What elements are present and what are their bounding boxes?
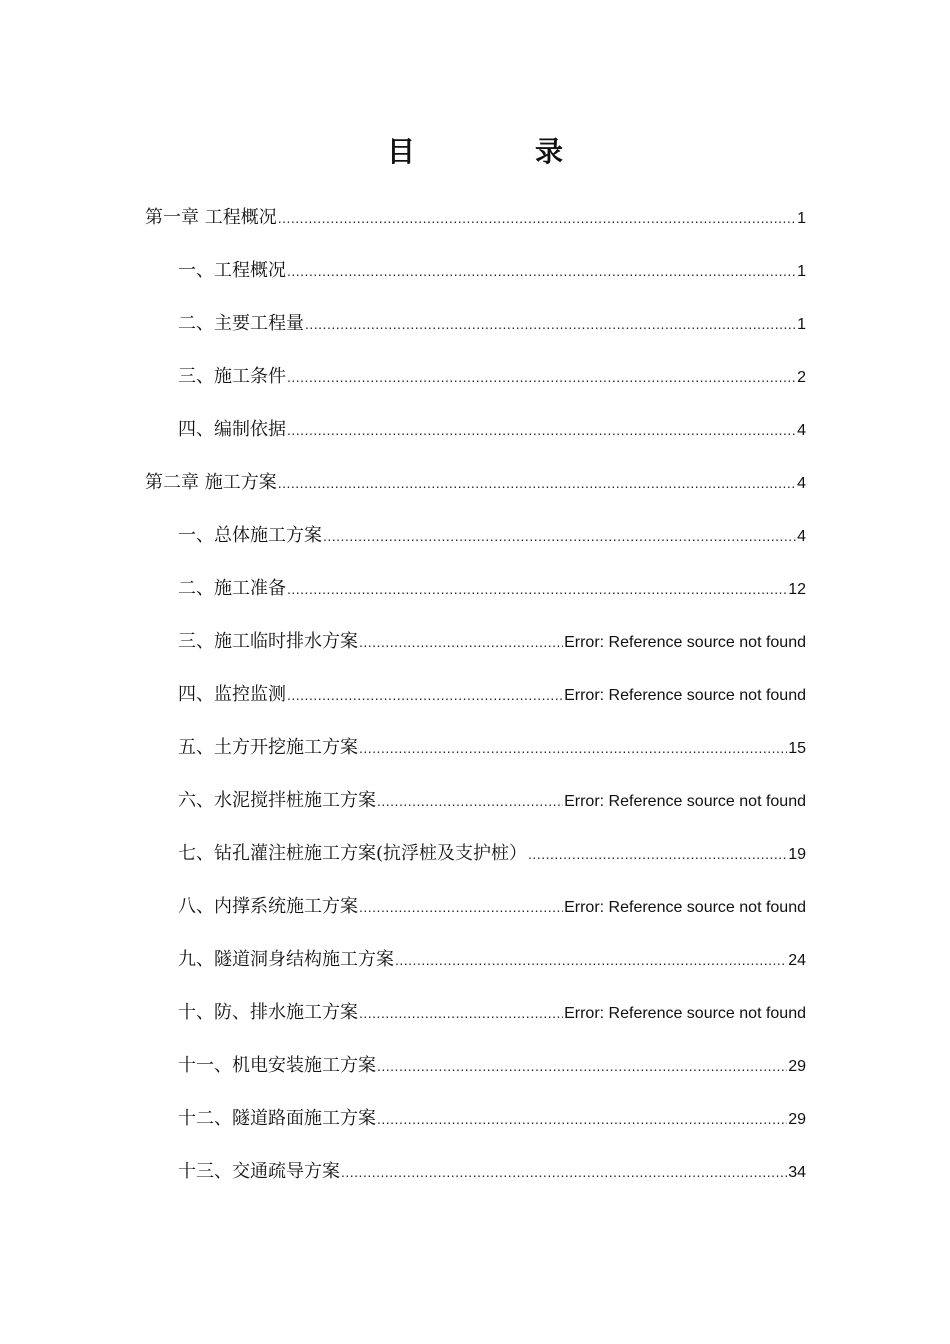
toc-entry-label: 第二章 施工方案 [145, 472, 277, 493]
toc-entry-page: Error: Reference source not found [564, 687, 806, 704]
toc-leader-dots [377, 783, 563, 819]
table-of-contents [145, 200, 806, 1207]
toc-leader-dots [287, 412, 796, 448]
toc-leader-dots [359, 730, 787, 766]
toc-leader-dots [278, 465, 796, 501]
toc-entry-label: 四、监控监测 [178, 684, 286, 705]
toc-entry[interactable] [145, 1048, 806, 1101]
toc-leader-dots [278, 200, 796, 236]
toc-entry-page: 2 [797, 369, 806, 386]
toc-leader-dots [287, 253, 796, 289]
toc-entry-page: 19 [788, 846, 806, 863]
toc-entry[interactable] [145, 677, 806, 730]
toc-entry-page: 34 [788, 1164, 806, 1181]
toc-entry[interactable] [145, 730, 806, 783]
toc-entry-page: 24 [788, 952, 806, 969]
toc-entry-page: 1 [797, 316, 806, 333]
toc-entry-page: Error: Reference source not found [564, 634, 806, 651]
toc-leader-dots [287, 677, 563, 713]
toc-entry-page: 4 [797, 422, 806, 439]
toc-entry-page: 15 [788, 740, 806, 757]
toc-entry-page: 4 [797, 475, 806, 492]
toc-entry-page: 1 [797, 263, 806, 280]
toc-entry-page: 12 [788, 581, 806, 598]
toc-leader-dots [287, 359, 796, 395]
toc-entry[interactable] [145, 783, 806, 836]
toc-entry[interactable] [145, 889, 806, 942]
toc-entry[interactable] [145, 253, 806, 306]
toc-entry-page: Error: Reference source not found [564, 793, 806, 810]
toc-entry-page: Error: Reference source not found [564, 1005, 806, 1022]
toc-entry[interactable] [145, 465, 806, 518]
toc-entry[interactable] [145, 306, 806, 359]
toc-entry-label: 十一、机电安装施工方案 [178, 1055, 376, 1076]
toc-entry-label: 二、主要工程量 [178, 313, 304, 334]
toc-entry[interactable] [145, 412, 806, 465]
toc-entry[interactable] [145, 624, 806, 677]
toc-entry-label: 十二、隧道路面施工方案 [178, 1108, 376, 1129]
toc-entry-label: 九、隧道洞身结构施工方案 [178, 949, 394, 970]
toc-leader-dots [305, 306, 796, 342]
toc-entry[interactable] [145, 200, 806, 253]
toc-entry-label: 四、编制依据 [178, 419, 286, 440]
toc-entry-label: 六、水泥搅拌桩施工方案 [178, 790, 376, 811]
toc-leader-dots [359, 889, 563, 925]
toc-entry-label: 七、钻孔灌注桩施工方案(抗浮桩及支护桩） [178, 843, 528, 864]
toc-entry[interactable] [145, 518, 806, 571]
toc-entry-label: 第一章 工程概况 [145, 207, 277, 228]
toc-entry[interactable] [145, 995, 806, 1048]
toc-entry-page: Error: Reference source not found [564, 899, 806, 916]
toc-leader-dots [528, 836, 787, 872]
toc-entry-label: 十、防、排水施工方案 [178, 1002, 358, 1023]
toc-leader-dots [323, 518, 796, 554]
toc-entry-label: 一、工程概况 [178, 260, 286, 281]
toc-leader-dots [395, 942, 787, 978]
toc-entry-label: 五、土方开挖施工方案 [178, 737, 358, 758]
toc-leader-dots [341, 1154, 787, 1190]
toc-entry[interactable] [145, 571, 806, 624]
toc-entry-label: 一、总体施工方案 [178, 525, 322, 546]
toc-leader-dots [359, 995, 563, 1031]
page-title: 目 录 [386, 135, 609, 168]
toc-entry[interactable] [145, 942, 806, 995]
toc-leader-dots [287, 571, 787, 607]
toc-entry[interactable] [145, 1101, 806, 1154]
toc-leader-dots [377, 1048, 787, 1084]
toc-entry-label: 二、施工准备 [178, 578, 286, 599]
toc-entry-label: 三、施工临时排水方案 [178, 631, 358, 652]
toc-entry-label: 三、施工条件 [178, 366, 286, 387]
toc-entry-label: 八、内撑系统施工方案 [178, 896, 358, 917]
toc-leader-dots [359, 624, 563, 660]
toc-leader-dots [377, 1101, 787, 1137]
toc-entry-page: 4 [797, 528, 806, 545]
toc-entry-page: 1 [797, 210, 806, 227]
toc-entry-page: 29 [788, 1111, 806, 1128]
toc-entry[interactable] [145, 1154, 806, 1207]
toc-entry[interactable] [145, 836, 806, 889]
toc-entry[interactable] [145, 359, 806, 412]
toc-entry-label: 十三、交通疏导方案 [178, 1161, 340, 1182]
toc-entry-page: 29 [788, 1058, 806, 1075]
